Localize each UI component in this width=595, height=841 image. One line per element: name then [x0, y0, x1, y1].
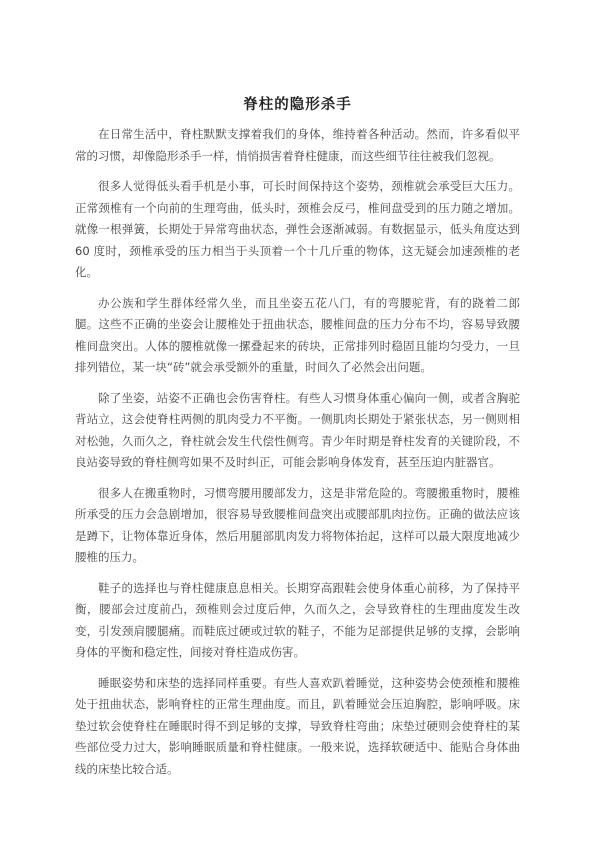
article-body: [75, 124, 520, 789]
paragraph-2: 很多人觉得低头看手机是小事，可长时间保持这个姿势，颈椎就会承受巨大压力。正常颈椎有一个向前的生理弯曲，低头时，颈椎会反弓，椎间盘受到的压力随之增加。就像一根弹簧，长期处于异常弯曲状态，弹性会逐渐减弱。有数据显示，低头角度达到 60 度时，颈椎承受的压力相当于头顶着一个十几斤重的物体，这无疑会加速颈椎的老化。: [75, 179, 520, 279]
paragraph-3: 办公族和学生群体经常久坐，而且坐姿五花八门，有的弯腰驼背，有的跷着二郎腿。这些不正确的坐姿会让腰椎处于扭曲状态，腰椎间盘的压力分布不均，容易导致腰椎间盘突出。人体的腰椎就像一摞叠起来的砖块，正常排列时稳固且能均匀受力，一旦排列错位，某一块“砖”就会承受额外的重量，时间久了必然会出问题。: [75, 295, 520, 374]
page-title: 脊柱的隐形杀手: [243, 97, 352, 113]
paragraph-7: 睡眠姿势和床垫的选择同样重要。有些人喜欢趴着睡觉，这种姿势会使颈椎和腰椎处于扭曲状态，影响脊柱的正常生理曲度。而且，趴着睡觉会压迫胸腔，影响呼吸。床垫过软会使脊柱在睡眠时得不到足够的支撑，导致脊柱弯曲；床垫过硬则会使脊柱的某些部位受力过大，影响睡眠质量和脊柱健康。一般来说，选择软硬适中、能贴合身体曲线的床垫比较合适。: [75, 675, 520, 776]
paragraph-4: 除了坐姿，站姿不正确也会伤害脊柱。有些人习惯身体重心偏向一侧，或者含胸驼背站立，这会使脊柱两侧的肌肉受力不平衡。一侧肌肉长期处于紧张状态，另一侧则相对松弛，久而久之，脊柱就会发生代偿性侧弯。青少年时期是脊柱发育的关键阶段，不良站姿导致的脊柱侧弯如果不及时纠正，可能会影响身体发育，甚至压迫内脏器官。: [75, 390, 520, 469]
paragraph-1: 在日常生活中，脊柱默默支撑着我们的身体，维持着各种活动。然而，许多看似平常的习惯，却像隐形杀手一样，悄悄损害着脊柱健康，而这些细节往往被我们忽视。: [75, 127, 520, 163]
paragraph-6: 鞋子的选择也与脊柱健康息息相关。长期穿高跟鞋会使身体重心前移，为了保持平衡，腰部会过度前凸，颈椎则会过度后伸，久而久之，会导致脊柱的生理曲度发生改变，引发颈肩腰腿痛。而鞋底过硬或过软的鞋子，不能为足部提供足够的支撑，会影响身体的平衡和稳定性，间接对脊柱造成伤害。: [75, 580, 520, 659]
paragraph-5: 很多人在搬重物时，习惯弯腰用腰部发力，这是非常危险的。弯腰搬重物时，腰椎所承受的压力会急剧增加，很容易导致腰椎间盘突出或腰部肌肉拉伤。正确的做法应该是蹲下，让物体靠近身体，然后用腿部肌肉发力将物体抬起，这样可以最大限度地减少腰椎的压力。: [75, 485, 520, 564]
